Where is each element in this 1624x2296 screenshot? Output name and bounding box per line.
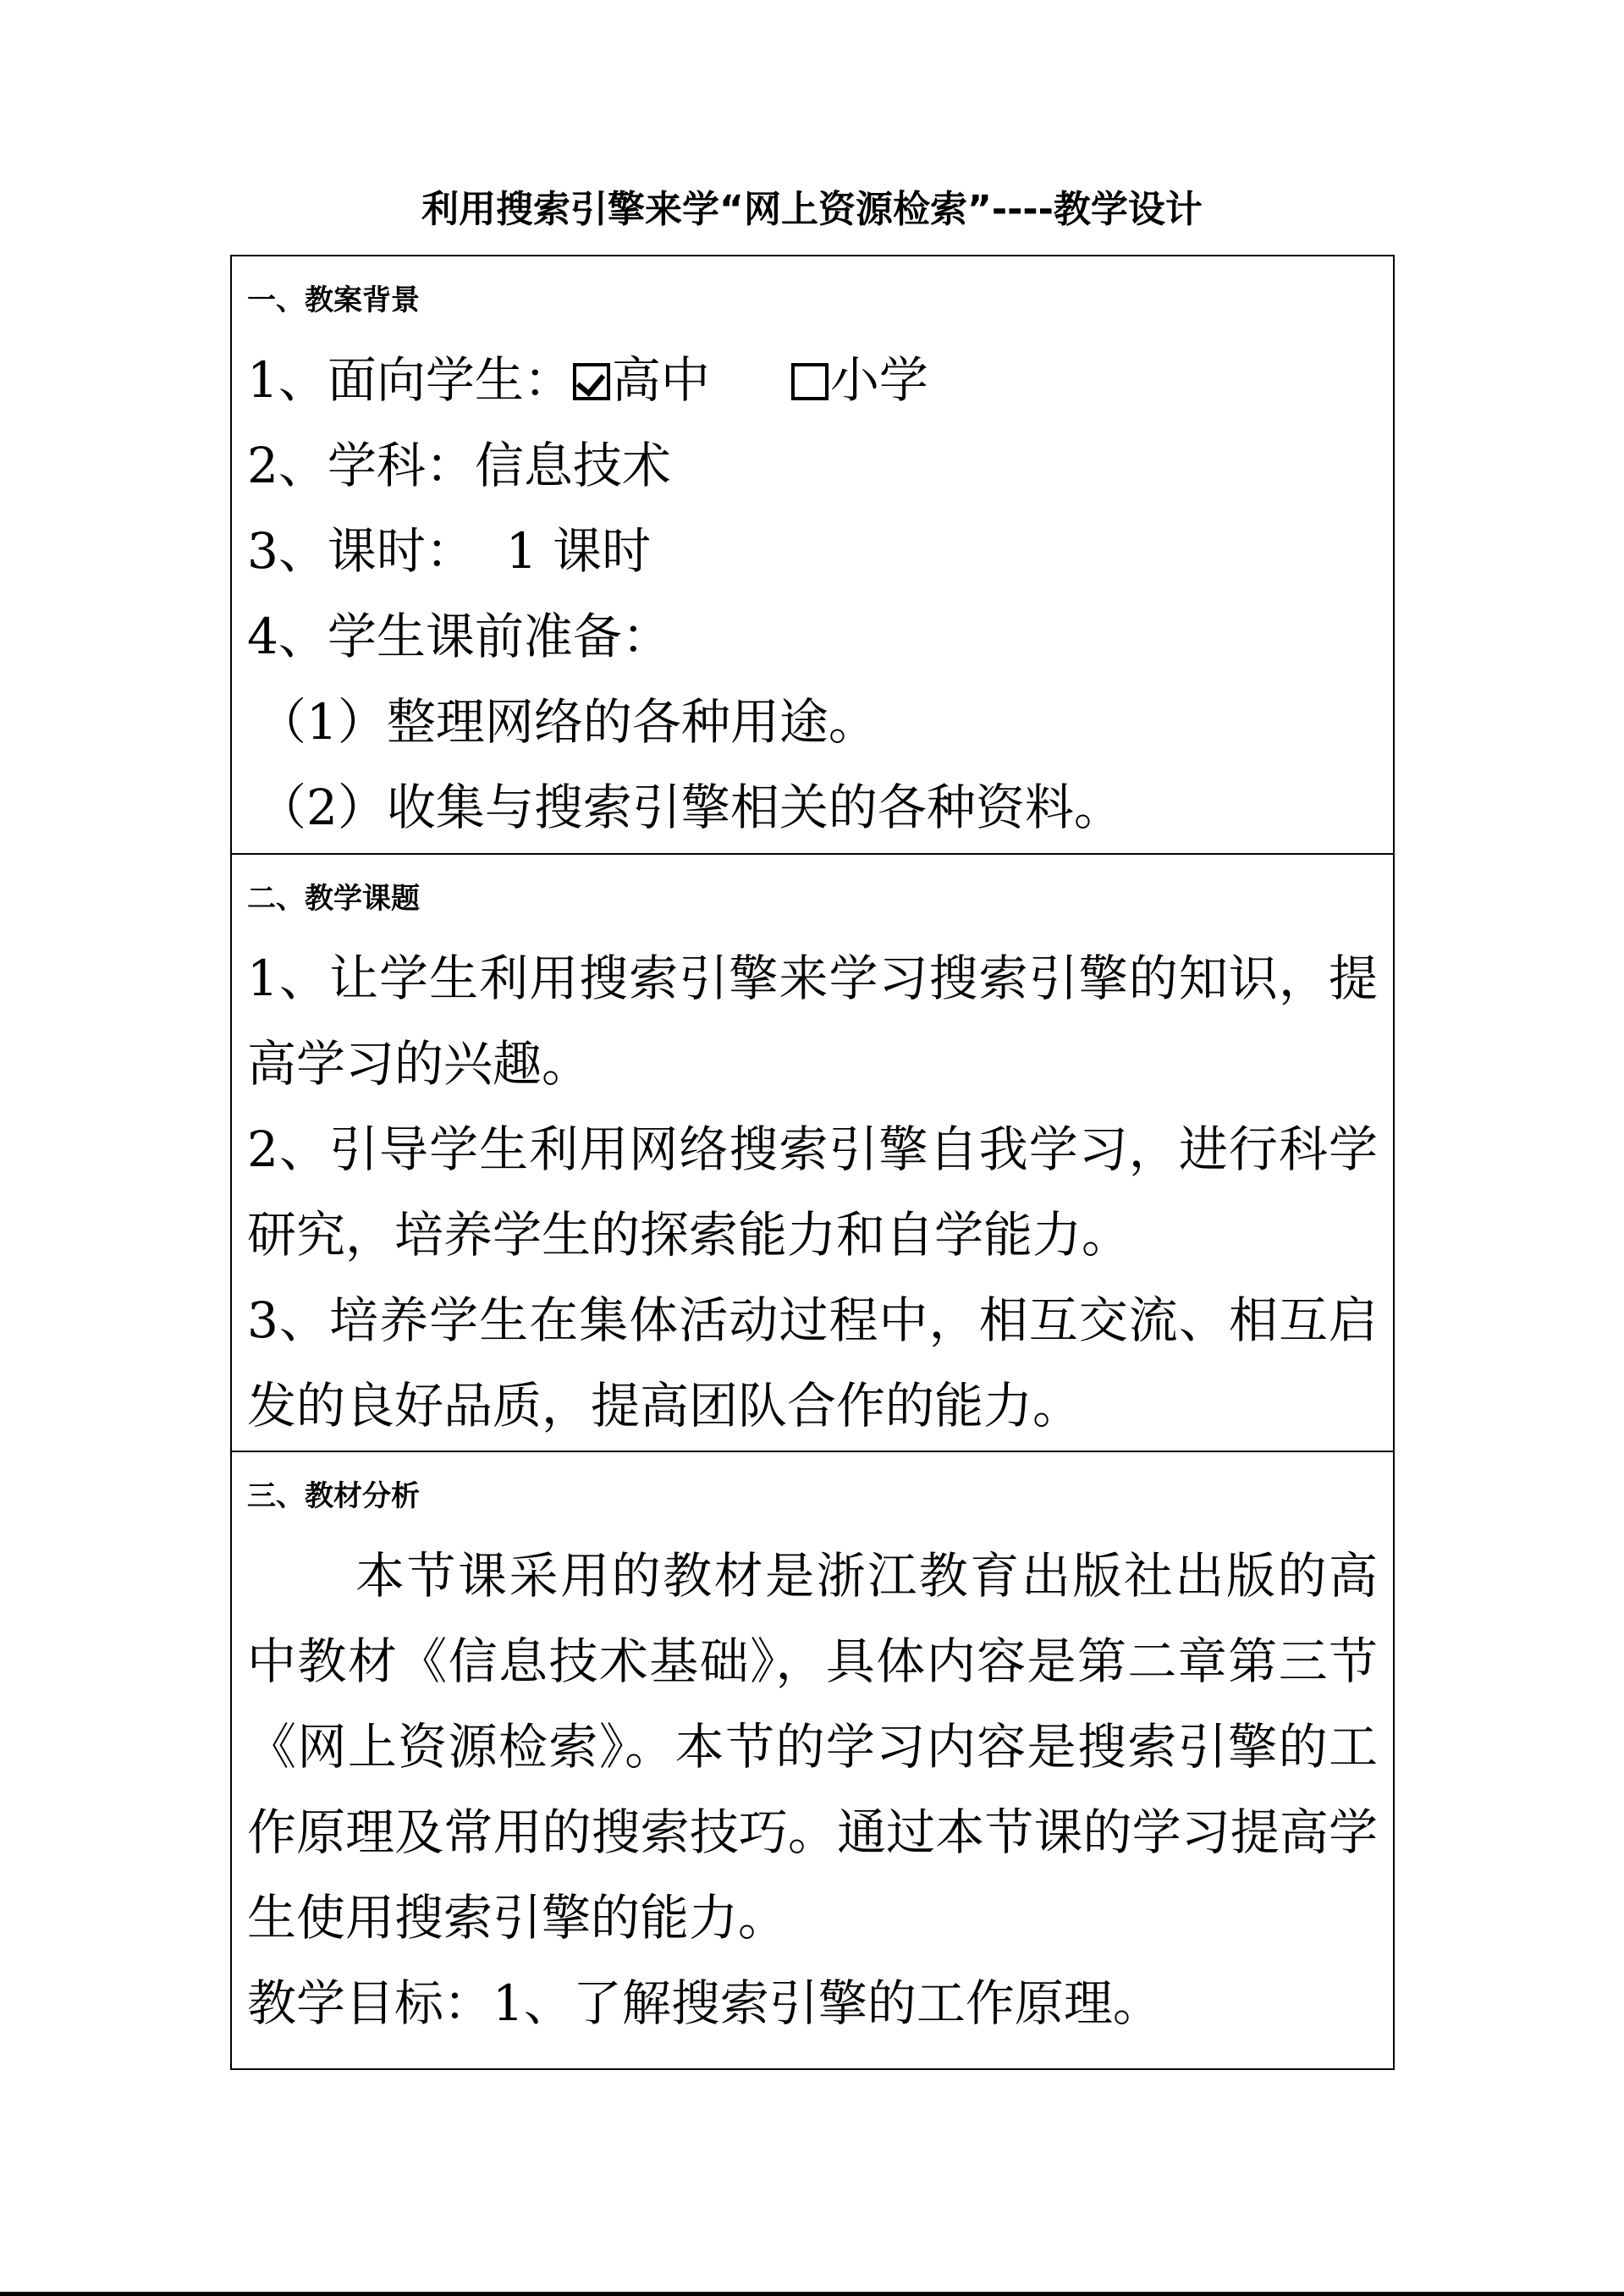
page-bottom-edge <box>0 2292 1624 2296</box>
section-topic <box>232 855 1393 1452</box>
option-primary-school: 小学 <box>829 351 928 409</box>
subject-line: 2、学科：信息技术 <box>247 437 671 494</box>
checked-checkbox-icon[interactable] <box>573 363 610 400</box>
topic-item-2: 2、引导学生利用网络搜索引擎自我学习，进行科学研究，培养学生的探索能力和自学能力。 <box>247 1120 1378 1264</box>
target-students-label: 1、面向学生： <box>247 351 573 409</box>
material-paragraph: 本节课采用的教材是浙江教育出版社出版的高中教材《信息技术基础》，具体内容是第二章第三节《网上资源检索》。本节的学习内容是搜索引擎的工作原理及常用的搜索技巧。通过本节课的学习提高学生使用搜索引擎的能力。 <box>247 1547 1378 1946</box>
unchecked-checkbox-icon[interactable] <box>791 363 829 400</box>
section-heading: 二、教学课题 <box>247 882 420 916</box>
section-heading: 一、教案背景 <box>247 284 420 317</box>
section-material-analysis <box>232 1452 1393 2068</box>
topic-item-1: 1、让学生利用搜索引擎来学习搜索引擎的知识，提高学习的兴趣。 <box>247 950 1378 1093</box>
preparation-item-1: （1）整理网络的各种用途。 <box>257 693 878 751</box>
teaching-objective: 教学目标：1、了解搜索引擎的工作原理。 <box>247 1974 1162 2032</box>
preparation-line: 4、学生课前准备： <box>247 608 671 665</box>
option-high-school: 高中 <box>611 351 710 409</box>
class-hours-line: 3、课时： 1 课时 <box>247 522 652 580</box>
document-title: 利用搜索引擎来学“网上资源检索”----教学设计 <box>421 188 1203 231</box>
target-students-line <box>247 338 1378 423</box>
preparation-item-2: （2）收集与搜索引擎相关的各种资料。 <box>257 779 1123 836</box>
topic-item-3: 3、培养学生在集体活动过程中，相互交流、相互启发的良好品质，提高团队合作的能力。 <box>247 1291 1378 1434</box>
section-heading: 三、教材分析 <box>247 1479 420 1513</box>
lesson-plan-table <box>230 255 1395 2070</box>
section-background <box>232 256 1393 855</box>
